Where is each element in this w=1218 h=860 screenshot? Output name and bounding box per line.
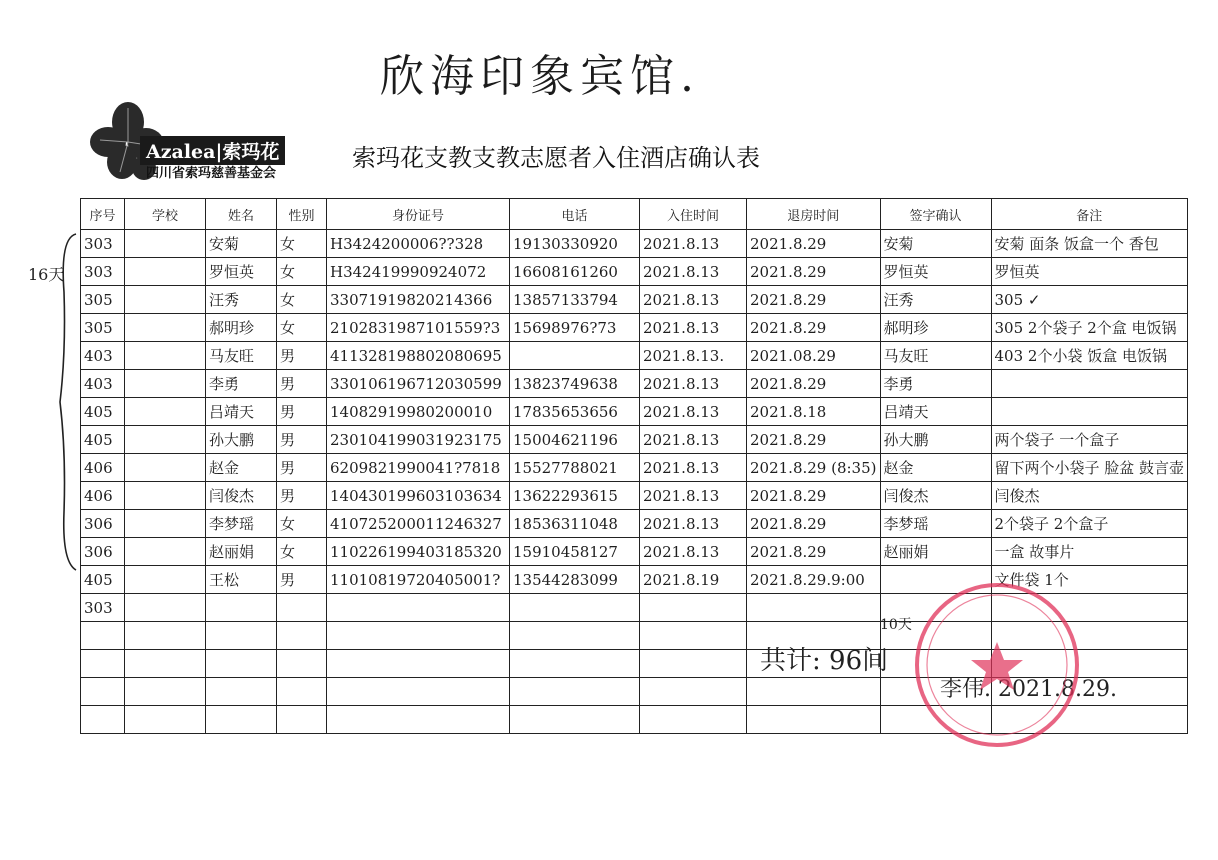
table-row [81, 426, 1188, 454]
cell-phone [510, 678, 640, 706]
table-header-row [81, 199, 1188, 230]
header-phone: 电话 [510, 199, 640, 230]
cell-sign: 吕靖天 [880, 398, 991, 426]
cell-id: H3424200006??328 [327, 230, 510, 258]
cell-phone [510, 594, 640, 622]
cell-gender: 女 [277, 258, 327, 286]
cell-school [125, 538, 206, 566]
cell-no: 403 [81, 370, 125, 398]
cell-id: 110226199403185320 [327, 538, 510, 566]
cell-sign: 李梦瑶 [880, 510, 991, 538]
cell-name [206, 678, 277, 706]
cell-gender: 男 [277, 566, 327, 594]
header-school: 学校 [125, 199, 206, 230]
cell-school [125, 426, 206, 454]
cell-no: 403 [81, 342, 125, 370]
cell-no [81, 650, 125, 678]
cell-gender: 男 [277, 426, 327, 454]
cell-note [991, 398, 1188, 426]
cell-id [327, 594, 510, 622]
cell-phone [510, 622, 640, 650]
logo-org-name: 四川省索玛慈善基金会 [146, 166, 277, 181]
cell-id: 411328198802080695 [327, 342, 510, 370]
table-row [81, 510, 1188, 538]
cell-phone: 13857133794 [510, 286, 640, 314]
cell-gender: 女 [277, 286, 327, 314]
cell-gender: 男 [277, 342, 327, 370]
cell-school [125, 566, 206, 594]
cell-sign: 罗恒英 [880, 258, 991, 286]
cell-checkin: 2021.8.13 [640, 454, 747, 482]
cell-checkin: 2021.8.13 [640, 258, 747, 286]
cell-checkin: 2021.8.13 [640, 510, 747, 538]
cell-gender [277, 594, 327, 622]
cell-no: 303 [81, 258, 125, 286]
cell-no [81, 622, 125, 650]
cell-school [125, 314, 206, 342]
cell-checkin [640, 650, 747, 678]
cell-checkin: 2021.8.13 [640, 482, 747, 510]
table-row [81, 482, 1188, 510]
cell-name [206, 622, 277, 650]
cell-name: 郝明珍 [206, 314, 277, 342]
cell-note: 罗恒英 [991, 258, 1188, 286]
cell-sign: 马友旺 [880, 342, 991, 370]
cell-name [206, 706, 277, 734]
cell-id [327, 706, 510, 734]
cell-school [125, 286, 206, 314]
cell-checkout: 2021.8.29 [747, 230, 881, 258]
cell-note: 403 2个小袋 饭盒 电饭锅 [991, 342, 1188, 370]
cell-no: 303 [81, 594, 125, 622]
cell-checkout: 2021.8.29 (8:35) [747, 454, 881, 482]
stay-duration-note: 16天 [28, 265, 65, 284]
cell-checkin [640, 622, 747, 650]
cell-checkout: 2021.8.18 [747, 398, 881, 426]
cell-id: 140430199603103634 [327, 482, 510, 510]
cell-phone: 17835653656 [510, 398, 640, 426]
table-row [81, 538, 1188, 566]
cell-gender: 女 [277, 314, 327, 342]
cell-checkin [640, 594, 747, 622]
cell-phone: 16608161260 [510, 258, 640, 286]
cell-gender: 男 [277, 370, 327, 398]
cell-name [206, 594, 277, 622]
cell-no: 405 [81, 426, 125, 454]
cell-checkout: 2021.8.29 [747, 370, 881, 398]
cell-school [125, 678, 206, 706]
cell-sign: 郝明珍 [880, 314, 991, 342]
cell-sign: 闫俊杰 [880, 482, 991, 510]
header-gender: 性别 [277, 199, 327, 230]
cell-note: 安菊 面条 饭盒一个 香包 [991, 230, 1188, 258]
left-bracket-icon [50, 232, 80, 572]
cell-checkin [640, 678, 747, 706]
signer-date-note: 李伟. 2021.8.29. [940, 677, 1117, 702]
ten-days-note: 10天 [880, 617, 912, 633]
cell-note [991, 370, 1188, 398]
cell-no: 305 [81, 314, 125, 342]
cell-name: 罗恒英 [206, 258, 277, 286]
cell-name: 孙大鹏 [206, 426, 277, 454]
cell-phone [510, 706, 640, 734]
cell-note: 闫俊杰 [991, 482, 1188, 510]
header-id: 身份证号 [327, 199, 510, 230]
cell-phone: 15910458127 [510, 538, 640, 566]
cell-id: 6209821990041?7818 [327, 454, 510, 482]
cell-school [125, 706, 206, 734]
cell-school [125, 454, 206, 482]
cell-gender [277, 678, 327, 706]
table-row [81, 342, 1188, 370]
cell-checkin: 2021.8.13 [640, 426, 747, 454]
cell-checkin: 2021.8.13 [640, 398, 747, 426]
cell-phone: 18536311048 [510, 510, 640, 538]
table-row [81, 230, 1188, 258]
cell-checkin: 2021.8.13 [640, 370, 747, 398]
cell-gender: 女 [277, 538, 327, 566]
cell-gender: 女 [277, 510, 327, 538]
logo-brand-text: Azalea|索玛花 [140, 136, 285, 165]
cell-checkout: 2021.8.29 [747, 482, 881, 510]
cell-school [125, 398, 206, 426]
cell-gender: 男 [277, 398, 327, 426]
cell-name: 吕靖天 [206, 398, 277, 426]
cell-checkin: 2021.8.13 [640, 314, 747, 342]
cell-id: 2102831987101559?3 [327, 314, 510, 342]
cell-id: 230104199031923175 [327, 426, 510, 454]
cell-phone: 19130330920 [510, 230, 640, 258]
total-rooms-note: 共计: 96间 [760, 646, 889, 676]
cell-no: 405 [81, 398, 125, 426]
cell-name: 李梦瑶 [206, 510, 277, 538]
cell-school [125, 482, 206, 510]
cell-phone [510, 650, 640, 678]
cell-note: 两个袋子 一个盒子 [991, 426, 1188, 454]
cell-id [327, 678, 510, 706]
cell-school [125, 342, 206, 370]
cell-id: 330106196712030599 [327, 370, 510, 398]
cell-id: 14082919980200010 [327, 398, 510, 426]
cell-name: 汪秀 [206, 286, 277, 314]
cell-no [81, 678, 125, 706]
cell-school [125, 510, 206, 538]
cell-school [125, 230, 206, 258]
header-no: 序号 [81, 199, 125, 230]
table-row [81, 258, 1188, 286]
cell-id [327, 650, 510, 678]
cell-note: 2个袋子 2个盒子 [991, 510, 1188, 538]
cell-id: H342419990924072 [327, 258, 510, 286]
cell-school [125, 622, 206, 650]
cell-sign: 汪秀 [880, 286, 991, 314]
cell-phone: 13823749638 [510, 370, 640, 398]
cell-name: 赵丽娟 [206, 538, 277, 566]
cell-checkout [747, 594, 881, 622]
cell-checkout [747, 706, 881, 734]
cell-phone: 15004621196 [510, 426, 640, 454]
cell-id: 33071919820214366 [327, 286, 510, 314]
cell-sign: 安菊 [880, 230, 991, 258]
header-checkin: 入住时间 [640, 199, 747, 230]
cell-name: 闫俊杰 [206, 482, 277, 510]
table-row [81, 370, 1188, 398]
cell-no: 306 [81, 510, 125, 538]
hotel-seal-stamp [912, 580, 1082, 750]
table-row [81, 286, 1188, 314]
cell-sign: 孙大鹏 [880, 426, 991, 454]
cell-sign: 李勇 [880, 370, 991, 398]
cell-checkin: 2021.8.19 [640, 566, 747, 594]
cell-note: 一盒 故事片 [991, 538, 1188, 566]
header-signature: 签字确认 [880, 199, 991, 230]
cell-school [125, 258, 206, 286]
cell-checkin: 2021.8.13. [640, 342, 747, 370]
cell-no: 303 [81, 230, 125, 258]
cell-checkout: 2021.8.29 [747, 538, 881, 566]
cell-name [206, 650, 277, 678]
cell-checkin: 2021.8.13 [640, 538, 747, 566]
cell-school [125, 594, 206, 622]
cell-gender: 男 [277, 454, 327, 482]
cell-sign: 赵金 [880, 454, 991, 482]
cell-phone [510, 342, 640, 370]
cell-id: 11010819720405001? [327, 566, 510, 594]
cell-checkout: 2021.8.29 [747, 286, 881, 314]
cell-school [125, 650, 206, 678]
cell-checkout: 2021.8.29.9:00 [747, 566, 881, 594]
cell-checkout: 2021.8.29 [747, 510, 881, 538]
cell-school [125, 370, 206, 398]
cell-name: 安菊 [206, 230, 277, 258]
cell-phone: 15698976?73 [510, 314, 640, 342]
cell-id: 410725200011246327 [327, 510, 510, 538]
cell-no: 406 [81, 454, 125, 482]
table-row [81, 398, 1188, 426]
table-row [81, 454, 1188, 482]
cell-gender: 女 [277, 230, 327, 258]
cell-name: 马友旺 [206, 342, 277, 370]
cell-note: 文件袋 1个 [991, 566, 1188, 594]
cell-phone: 13544283099 [510, 566, 640, 594]
cell-id [327, 622, 510, 650]
header-remarks: 备注 [991, 199, 1188, 230]
cell-phone: 13622293615 [510, 482, 640, 510]
cell-note: 305 ✓ [991, 286, 1188, 314]
header-checkout: 退房时间 [747, 199, 881, 230]
cell-no: 305 [81, 286, 125, 314]
cell-gender [277, 650, 327, 678]
cell-checkout: 2021.8.29 [747, 314, 881, 342]
cell-checkin [640, 706, 747, 734]
cell-phone: 15527788021 [510, 454, 640, 482]
foundation-logo [88, 100, 318, 182]
cell-gender: 男 [277, 482, 327, 510]
cell-gender [277, 706, 327, 734]
cell-name: 王松 [206, 566, 277, 594]
cell-checkout: 2021.8.29 [747, 258, 881, 286]
cell-checkout: 2021.8.29 [747, 426, 881, 454]
hotel-name-handwritten: 欣海印象宾馆. [380, 51, 700, 102]
cell-checkout [747, 678, 881, 706]
cell-gender [277, 622, 327, 650]
cell-no: 405 [81, 566, 125, 594]
cell-no [81, 706, 125, 734]
cell-checkin: 2021.8.13 [640, 286, 747, 314]
cell-note: 305 2个袋子 2个盒 电饭锅 [991, 314, 1188, 342]
form-title: 索玛花支教支教志愿者入住酒店确认表 [352, 144, 760, 172]
cell-no: 406 [81, 482, 125, 510]
cell-name: 赵金 [206, 454, 277, 482]
cell-name: 李勇 [206, 370, 277, 398]
cell-checkout: 2021.08.29 [747, 342, 881, 370]
cell-checkin: 2021.8.13 [640, 230, 747, 258]
cell-note: 留下两个小袋子 脸盆 鼓言壶 [991, 454, 1188, 482]
cell-no: 306 [81, 538, 125, 566]
cell-sign: 赵丽娟 [880, 538, 991, 566]
header-name: 姓名 [206, 199, 277, 230]
table-row [81, 314, 1188, 342]
